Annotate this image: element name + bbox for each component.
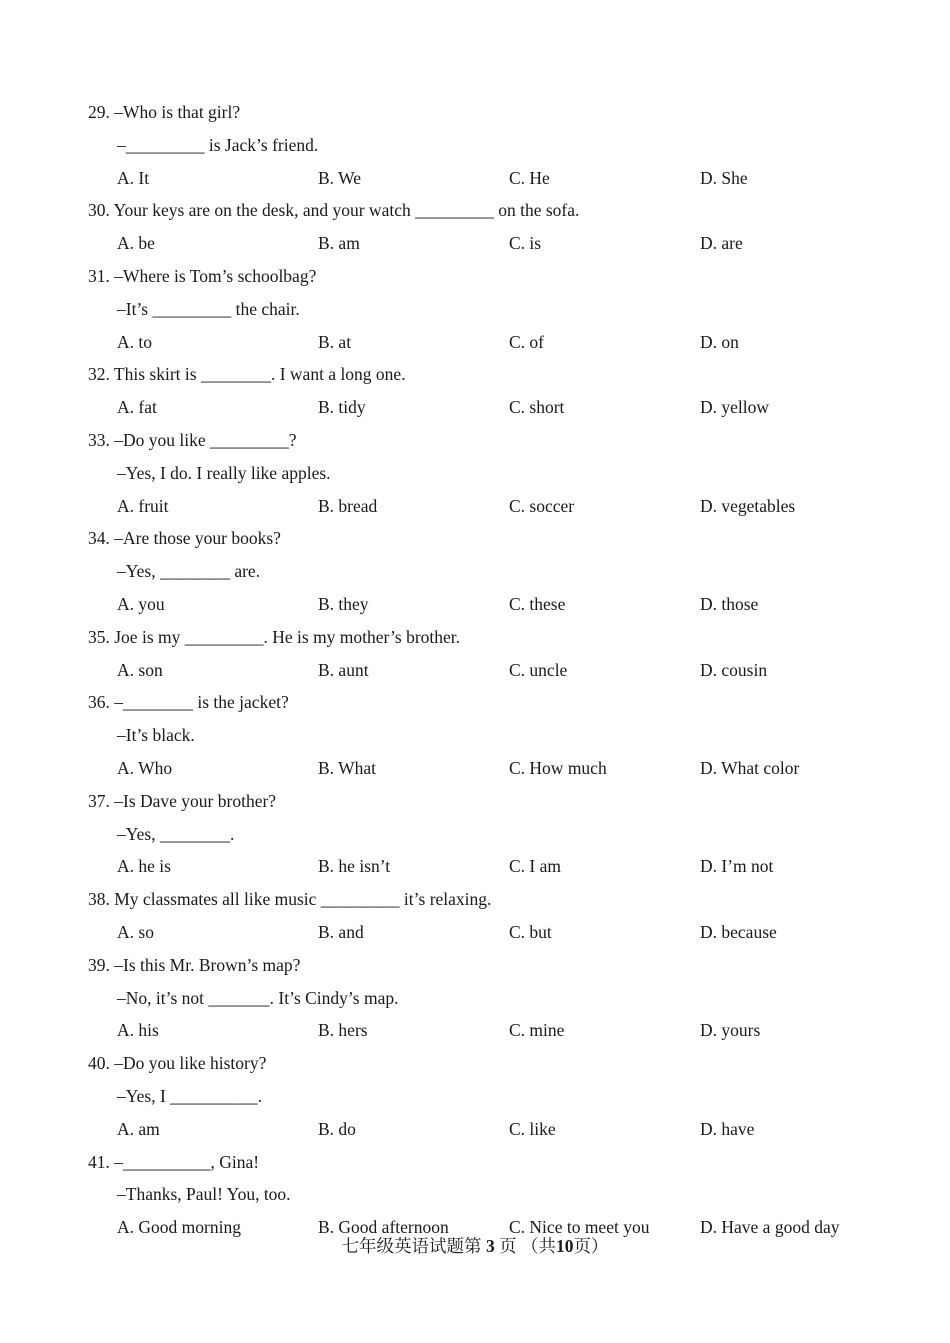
answer-options: [88, 1113, 888, 1146]
option-a: A. be: [117, 233, 155, 254]
option-d: D. vegetables: [700, 495, 796, 516]
question-item: [88, 358, 888, 424]
question-stem: 41. –__________, Gina!: [88, 1151, 260, 1172]
question-stem-continuation: –Yes, ________.: [117, 823, 235, 844]
option-b: B. Good afternoon: [318, 1217, 449, 1238]
question-list: [88, 96, 888, 1244]
question-stem-continuation: –Yes, ________ are.: [117, 561, 261, 582]
option-c: C. these: [509, 593, 566, 614]
option-d: D. Have a good day: [700, 1217, 840, 1238]
option-d: D. those: [700, 593, 759, 614]
option-a: A. his: [117, 1020, 159, 1041]
option-b: B. bread: [318, 495, 378, 516]
option-c: C. uncle: [509, 659, 568, 680]
answer-options: [88, 326, 888, 359]
option-d: D. because: [700, 921, 777, 942]
question-item: [88, 686, 888, 784]
answer-options: [88, 490, 888, 523]
option-b: B. tidy: [318, 397, 366, 418]
question-stem-continuation: –Yes, I do. I really like apples.: [117, 462, 331, 483]
option-d: D. What color: [700, 757, 800, 778]
option-d: D. She: [700, 167, 748, 188]
question-stem: 40. –Do you like history?: [88, 1053, 267, 1074]
option-d: D. are: [700, 233, 743, 254]
option-c: C. mine: [509, 1020, 565, 1041]
question-stem-continuation: –It’s _________ the chair.: [117, 298, 300, 319]
answer-options: [88, 916, 888, 949]
question-stem: 38. My classmates all like music _________ it’s relaxing.: [88, 889, 492, 910]
option-c: C. Nice to meet you: [509, 1217, 650, 1238]
question-item: [88, 522, 888, 620]
option-a: A. fruit: [117, 495, 169, 516]
footer-total-prefix: （共: [520, 1236, 556, 1256]
question-stem: 32. This skirt is ________. I want a long one.: [88, 364, 406, 385]
question-stem-continuation: –It’s black.: [117, 725, 195, 746]
footer-total-pages: 10: [555, 1236, 574, 1256]
question-stem-continuation: –_________ is Jack’s friend.: [117, 134, 319, 155]
option-a: A. It: [117, 167, 150, 188]
option-a: A. Good morning: [117, 1217, 241, 1238]
question-stem: 36. –________ is the jacket?: [88, 692, 289, 713]
option-a: A. son: [117, 659, 163, 680]
option-a: A. fat: [117, 397, 157, 418]
option-c: C. like: [509, 1118, 556, 1139]
answer-options: [88, 654, 888, 687]
question-stem: 33. –Do you like _________?: [88, 429, 297, 450]
option-a: A. to: [117, 331, 152, 352]
option-c: C. is: [509, 233, 542, 254]
option-a: A. am: [117, 1118, 160, 1139]
option-c: C. but: [509, 921, 552, 942]
question-stem: 35. Joe is my _________. He is my mother’s brother.: [88, 626, 461, 647]
option-d: D. have: [700, 1118, 755, 1139]
answer-options: [88, 391, 888, 424]
question-stem: 29. –Who is that girl?: [88, 102, 241, 122]
footer-page-suffix: 页: [499, 1236, 517, 1256]
option-b: B. at: [318, 331, 352, 352]
answer-options: [88, 227, 888, 260]
question-stem: 30. Your keys are on the desk, and your watch _________ on the sofa.: [88, 200, 580, 221]
question-item: [88, 96, 888, 194]
option-b: B. and: [318, 921, 364, 942]
question-item: [88, 1047, 888, 1145]
option-c: C. short: [509, 397, 565, 418]
option-b: B. We: [318, 167, 361, 188]
option-d: D. I’m not: [700, 856, 774, 877]
option-a: A. you: [117, 593, 165, 614]
question-stem: 34. –Are those your books?: [88, 528, 281, 549]
option-c: C. How much: [509, 757, 607, 778]
question-item: [88, 194, 888, 260]
question-stem: 31. –Where is Tom’s schoolbag?: [88, 265, 317, 286]
question-item: [88, 424, 888, 522]
option-c: C. I am: [509, 856, 562, 877]
question-stem-continuation: –Thanks, Paul! You, too.: [117, 1184, 291, 1205]
option-b: B. What: [318, 757, 377, 778]
question-item: [88, 883, 888, 949]
option-c: C. He: [509, 167, 550, 188]
footer-prefix: 七年级英语试题第: [341, 1236, 482, 1256]
question-stem: 39. –Is this Mr. Brown’s map?: [88, 954, 301, 975]
option-a: A. Who: [117, 757, 173, 778]
question-stem-continuation: –No, it’s not _______. It’s Cindy’s map.: [117, 987, 399, 1008]
question-item: [88, 1146, 888, 1244]
question-item: [88, 785, 888, 883]
option-b: B. hers: [318, 1020, 368, 1041]
option-a: A. so: [117, 921, 154, 942]
option-b: B. aunt: [318, 659, 369, 680]
footer-total-suffix: 页）: [573, 1236, 609, 1256]
answer-options: [88, 752, 888, 785]
question-stem-continuation: –Yes, I __________.: [117, 1085, 263, 1106]
question-item: [88, 949, 888, 1047]
answer-options: [88, 588, 888, 621]
option-c: C. of: [509, 331, 544, 352]
option-d: D. yellow: [700, 397, 770, 418]
footer-page-number: 3: [485, 1236, 495, 1256]
question-stem: 37. –Is Dave your brother?: [88, 790, 277, 811]
option-b: B. do: [318, 1118, 356, 1139]
page-footer: [0, 1234, 950, 1258]
question-item: [88, 621, 888, 687]
option-c: C. soccer: [509, 495, 575, 516]
option-b: B. he isn’t: [318, 856, 391, 877]
question-item: [88, 260, 888, 358]
option-a: A. he is: [117, 856, 171, 877]
option-d: D. yours: [700, 1020, 761, 1041]
option-b: B. am: [318, 233, 360, 254]
option-d: D. on: [700, 331, 739, 352]
answer-options: [88, 162, 888, 195]
answer-options: [88, 850, 888, 883]
option-b: B. they: [318, 593, 369, 614]
option-d: D. cousin: [700, 659, 768, 680]
answer-options: [88, 1014, 888, 1047]
